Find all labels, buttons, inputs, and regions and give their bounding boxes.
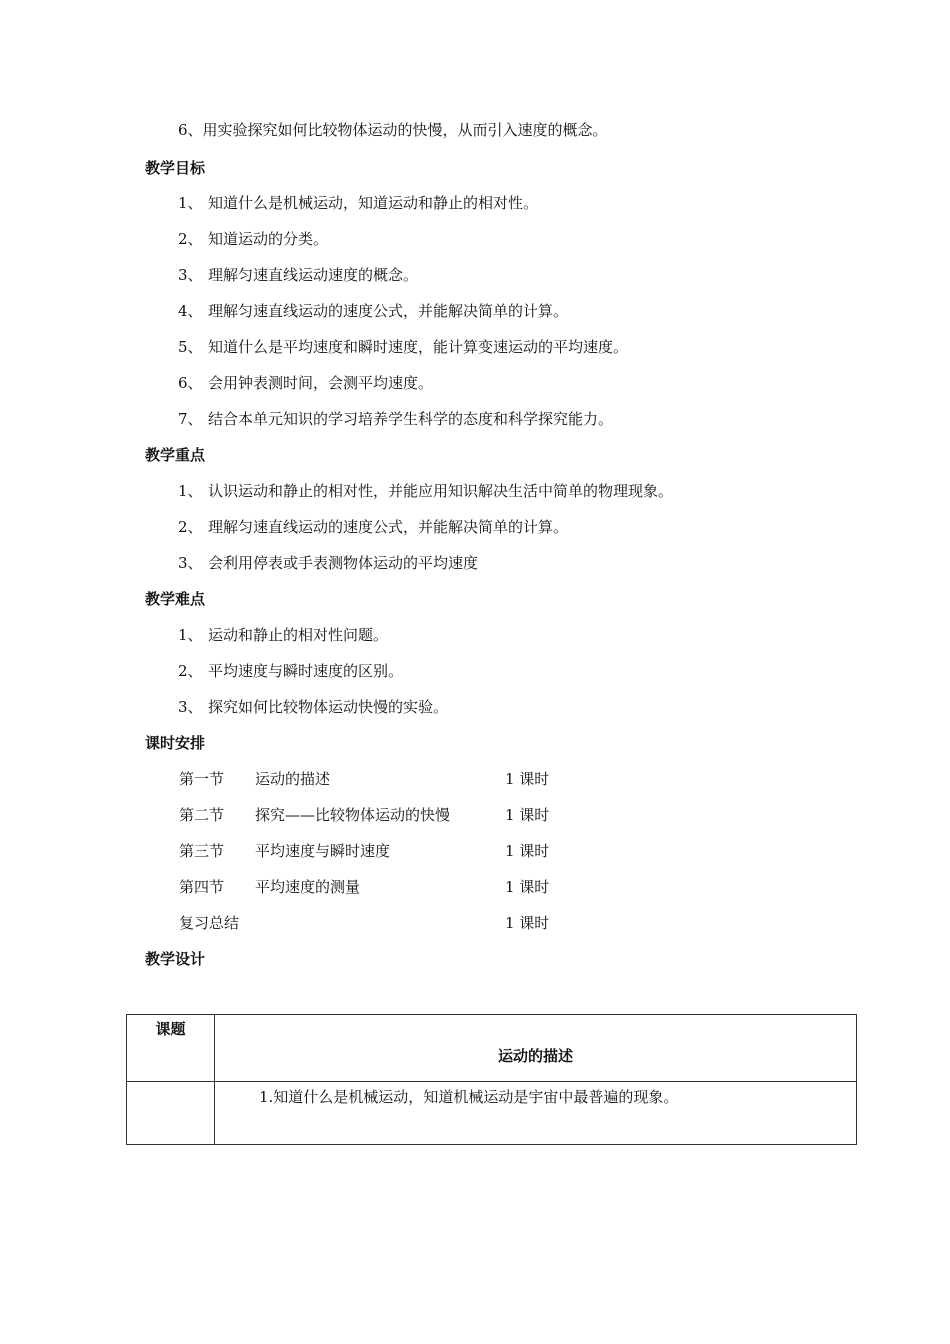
goal-item [178,265,418,285]
item-number: 1、 [178,482,203,500]
item-text: 平均速度与瞬时速度的区别。 [208,662,404,680]
schedule-section: 第二节 [179,806,225,824]
schedule-section: 第四节 [179,878,225,896]
goal-item [178,193,538,213]
lesson-title-cell [215,1015,857,1082]
key-points-heading: 教学重点 [145,446,206,464]
item-text: 知道什么是机械运动，知道运动和静止的相对性。 [208,194,539,212]
key-point-item [178,553,478,573]
design-heading: 教学设计 [145,950,206,968]
goal-item [178,337,628,357]
schedule-heading: 课时安排 [145,734,206,752]
difficulties-heading: 教学难点 [145,590,206,608]
item-number: 7、 [178,410,203,428]
schedule-section: 第一节 [179,770,225,788]
item-text: 探究如何比较物体运动快慢的实验。 [208,698,449,716]
lesson-goal: 1.知道什么是机械运动，知道机械运动是宇宙中最普遍的现象。 [259,1088,679,1106]
difficulty-item [178,625,388,645]
intro-number: 6、 [178,121,203,139]
item-text: 理解匀速直线运动的速度公式，并能解决简单的计算。 [208,302,569,320]
lesson-title: 运动的描述 [497,1047,573,1065]
item-text: 理解匀速直线运动的速度公式，并能解决简单的计算。 [208,518,569,536]
schedule-hours: 1 课时 [505,914,550,932]
schedule-topic: 平均速度的测量 [255,878,361,896]
item-number: 6、 [178,374,203,392]
item-number: 2、 [178,518,203,536]
table-row [127,1082,857,1145]
item-number: 1、 [178,194,203,212]
item-text: 会用钟表测时间，会测平均速度。 [208,374,434,392]
item-number: 2、 [178,230,203,248]
goal-item [178,229,328,249]
schedule-hours: 1 课时 [505,806,550,824]
schedule-section: 复习总结 [179,914,240,932]
key-point-item [178,517,568,537]
item-text: 知道运动的分类。 [208,230,329,248]
key-point-item [178,481,673,501]
lesson-label: 课题 [155,1020,186,1038]
item-text: 理解匀速直线运动速度的概念。 [208,266,419,284]
goal-item [178,409,613,429]
goal-item [178,373,433,393]
schedule-section: 第三节 [179,842,225,860]
item-text: 运动和静止的相对性问题。 [208,626,389,644]
intro-text: 用实验探究如何比较物体运动的快慢，从而引入速度的概念。 [202,121,608,139]
item-number: 2、 [178,662,203,680]
item-number: 3、 [178,698,203,716]
schedule-hours: 1 课时 [505,878,550,896]
intro-line [178,120,608,140]
item-number: 3、 [178,554,203,572]
difficulty-item [178,697,448,717]
item-text: 认识运动和静止的相对性，并能应用知识解决生活中简单的物理现象。 [208,482,674,500]
item-text: 结合本单元知识的学习培养学生科学的态度和科学探究能力。 [208,410,614,428]
item-number: 1、 [178,626,203,644]
schedule-hours: 1 课时 [505,842,550,860]
schedule-topic: 运动的描述 [255,770,331,788]
difficulty-item [178,661,403,681]
design-table [126,1014,857,1145]
item-number: 3、 [178,266,203,284]
lesson-label-cell [127,1015,215,1082]
item-number: 4、 [178,302,203,320]
item-text: 知道什么是平均速度和瞬时速度，能计算变速运动的平均速度。 [208,338,629,356]
empty-cell [127,1082,215,1145]
table-row [127,1015,857,1082]
goal-item [178,301,568,321]
lesson-goal-cell [215,1082,857,1145]
item-text: 会利用停表或手表测物体运动的平均速度 [208,554,479,572]
schedule-hours: 1 课时 [505,770,550,788]
item-number: 5、 [178,338,203,356]
schedule-topic: 探究——比较物体运动的快慢 [255,806,451,824]
schedule-topic: 平均速度与瞬时速度 [255,842,391,860]
goals-heading: 教学目标 [145,159,206,177]
